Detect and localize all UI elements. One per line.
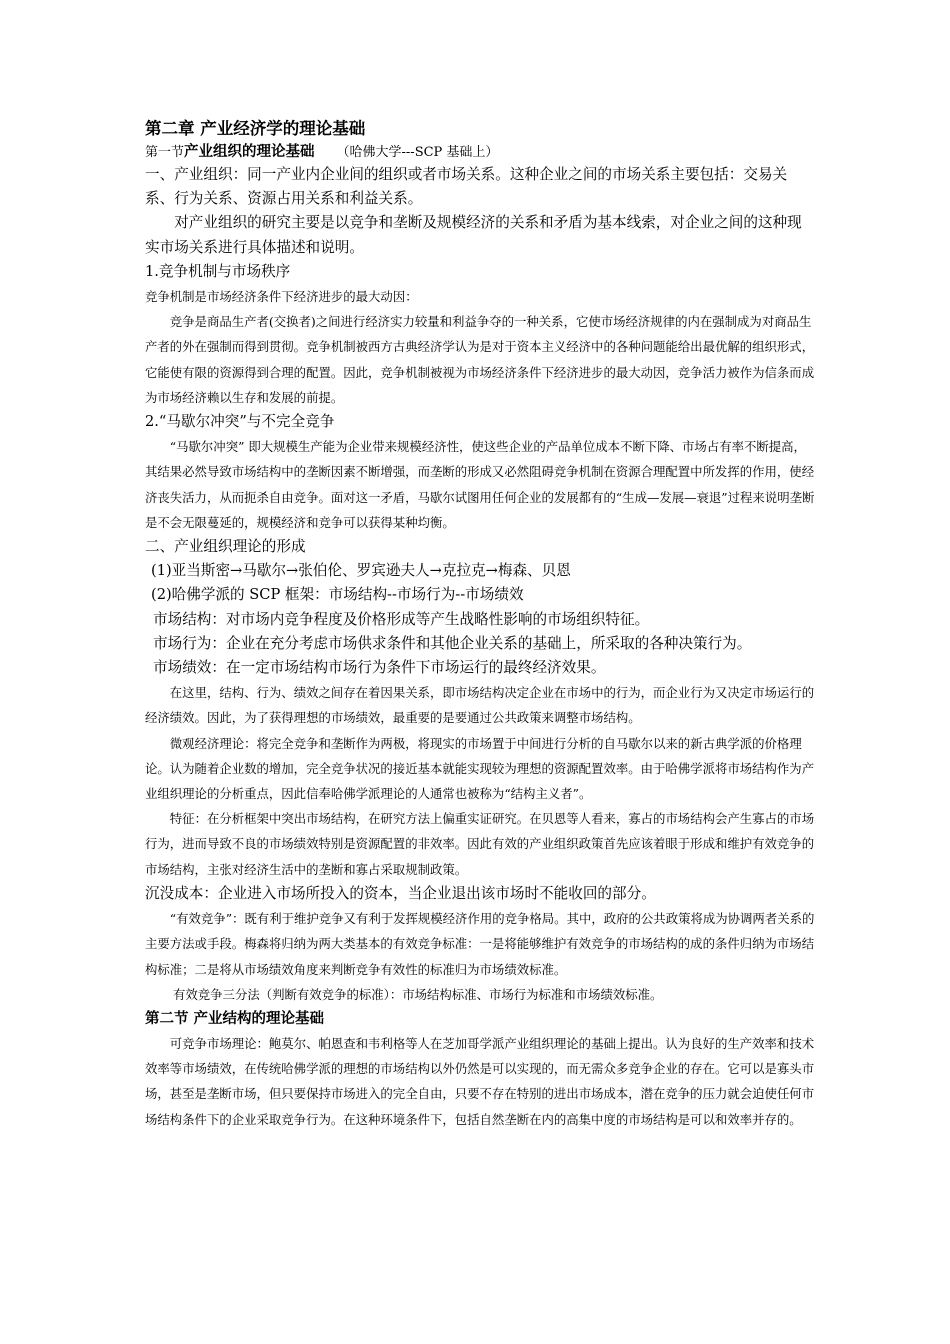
section-1-title: 产业组织的理论基础 (184, 144, 315, 160)
paragraph-competition-detail: 竞争是商品生产者(交换者)之间进行经济实力较量和利益争夺的一种关系，它使市场经济规律的内在强制成为对商品生产者的外在强制而得到贯彻。竞争机制被西方古典经济学认为是对于资本主义经济中的各种问题能给出最优解的组织形式，它能使有限的资源得到合理的配置。因此，竞争机制被视为市场经济条件下经济进步的最大动因，竞争活力被作为信条而成为市场经济赖以生存和发展的前提。 (145, 314, 815, 405)
section-1-note: （哈佛大学---SCP 基础上） (336, 145, 499, 160)
paragraph-marshall-conflict: “马歇尔冲突” 即大规模生产能为企业带来规模经济性，使这些企业的产品单位成本不断下降、市场占有率不断提高，其结果必然导致市场结构中的垄断因素不断增强，而垄断的形成又必然阻碍竞争机制在资源合理配置中所发挥的作用，使经济丧失活力，从而扼杀自由竞争。面对这一矛盾，马歇尔试图用任何企业的发展都有的“生成—发展—衰退”过程来说明垄断是不会无限蔓延的，规模经济和竞争可以获得某种均衡。 (145, 439, 815, 530)
paragraph-contestable-markets: 可竞争市场理论：鲍莫尔、帕恩查和韦利格等人在芝加哥学派产业组织理论的基础上提出。认为良好的生产效率和技术效率等市场绩效，在传统哈佛学派的理想的市场结构以外仍然是可以实现的，而无需众多竞争企业的存在。它可以是寡头市场，甚至是垄断市场，但只要保持市场进入的完全自由，只要不存在特别的进出市场成本，潜在竞争的压力就会迫使任何市场结构条件下的企业采取竞争行为。在这种环境条件下，包括自然垄断在内的高集中度的市场结构是可以和效率并存的。 (145, 1035, 815, 1127)
paragraph-effective-competition: “有效竞争”：既有利于维护竞争又有利于发挥规模经济作用的竞争格局。其中，政府的公共政策将成为协调两者关系的主要方法或手段。梅森将归纳为两大类基本的有效竞争标准：一是将能够维护有效竞争的市场结构的成的条件归纳为市场结构标准；二是将从市场绩效角度来判断竞争有效性的标准归为市场绩效标准。 (145, 911, 815, 977)
chapter-title: 第二章 产业经济学的理论基础 (145, 119, 366, 138)
paragraph-features: 特征：在分析框架中突出市场结构，在研究方法上偏重实证研究。在贝恩等人看来，寡占的市场结构会产生寡占的市场行为，进而导致不良的市场绩效特别是资源配置的非效率。因此有效的产业组织政策首先应该着眼于形成和维护有效竞争的市场结构，主张对经济生活中的垄断和寡占采取规制政策。 (145, 811, 815, 877)
section-1-prefix: 第一节 (145, 145, 185, 160)
list-item-lineage: (1)亚当斯密→马歇尔→张伯伦、罗宾逊夫人→克拉克→梅森、贝恩 (151, 562, 571, 580)
heading-competition-mechanism: 1.竞争机制与市场秩序 (145, 262, 291, 280)
definition-sunk-cost: 沉没成本：企业进入市场所投入的资本，当企业退出该市场时不能收回的部分。 (145, 884, 656, 902)
list-item-scp: (2)哈佛学派的 SCP 框架：市场结构--市场行为--市场绩效 (151, 586, 524, 604)
paragraph-competition-intro: 竞争机制是市场经济条件下经济进步的最大动因： (145, 289, 418, 305)
paragraph-microeconomics: 微观经济理论：将完全竞争和垄断作为两极，将现实的市场置于中间进行分析的自马歇尔以来的新古典学派的价格理论。认为随着企业数的增加，完全竞争状况的接近基本就能实现较为理想的资源配置效率。由于哈佛学派将市场结构作为产业组织理论的分析重点，因此信奉哈佛学派理论的人通常也被称为“结构主义者”。 (145, 735, 815, 802)
paragraph-causality: 在这里，结构、行为、绩效之间存在着因果关系，即市场结构决定企业在市场中的行为，而企业行为又决定市场运行的经济绩效。因此，为了获得理想的市场绩效，最重要的是要通过公共政策来调整市场结构。 (145, 685, 815, 726)
paragraph-industrial-organization: 一、产业组织：同一产业内企业间的组织或者市场关系。这种企业之间的市场关系主要包括：交易关系、行为关系、资源占用关系和利益关系。 (145, 166, 788, 208)
definition-market-conduct: 市场行为：企业在充分考虑市场供求条件和其他企业关系的基础上，所采取的各种决策行为。 (153, 634, 752, 652)
definition-market-structure: 市场结构：对市场内竞争程度及价格形成等产生战略性影响的市场组织特征。 (153, 610, 650, 628)
definition-market-performance: 市场绩效：在一定市场结构市场行为条件下市场运行的最终经济效果。 (153, 659, 606, 677)
paragraph-three-criteria: 有效竞争三分法（判断有效竞争的标准）：市场结构标准、市场行为标准和市场绩效标准。 (173, 986, 663, 1002)
section-2-heading: 第二节 产业结构的理论基础 (145, 1010, 325, 1027)
heading-theory-formation: 二、产业组织理论的形成 (145, 538, 306, 556)
document-page (145, 116, 815, 1132)
section-1-heading (145, 142, 815, 163)
paragraph-research-focus: 对产业组织的研究主要是以竞争和垄断及规模经济的关系和矛盾为基本线索，对企业之间的这种现实市场关系进行具体描述和说明。 (145, 214, 802, 256)
heading-marshall-conflict: 2.“马歇尔冲突”与不完全竞争 (145, 413, 335, 431)
